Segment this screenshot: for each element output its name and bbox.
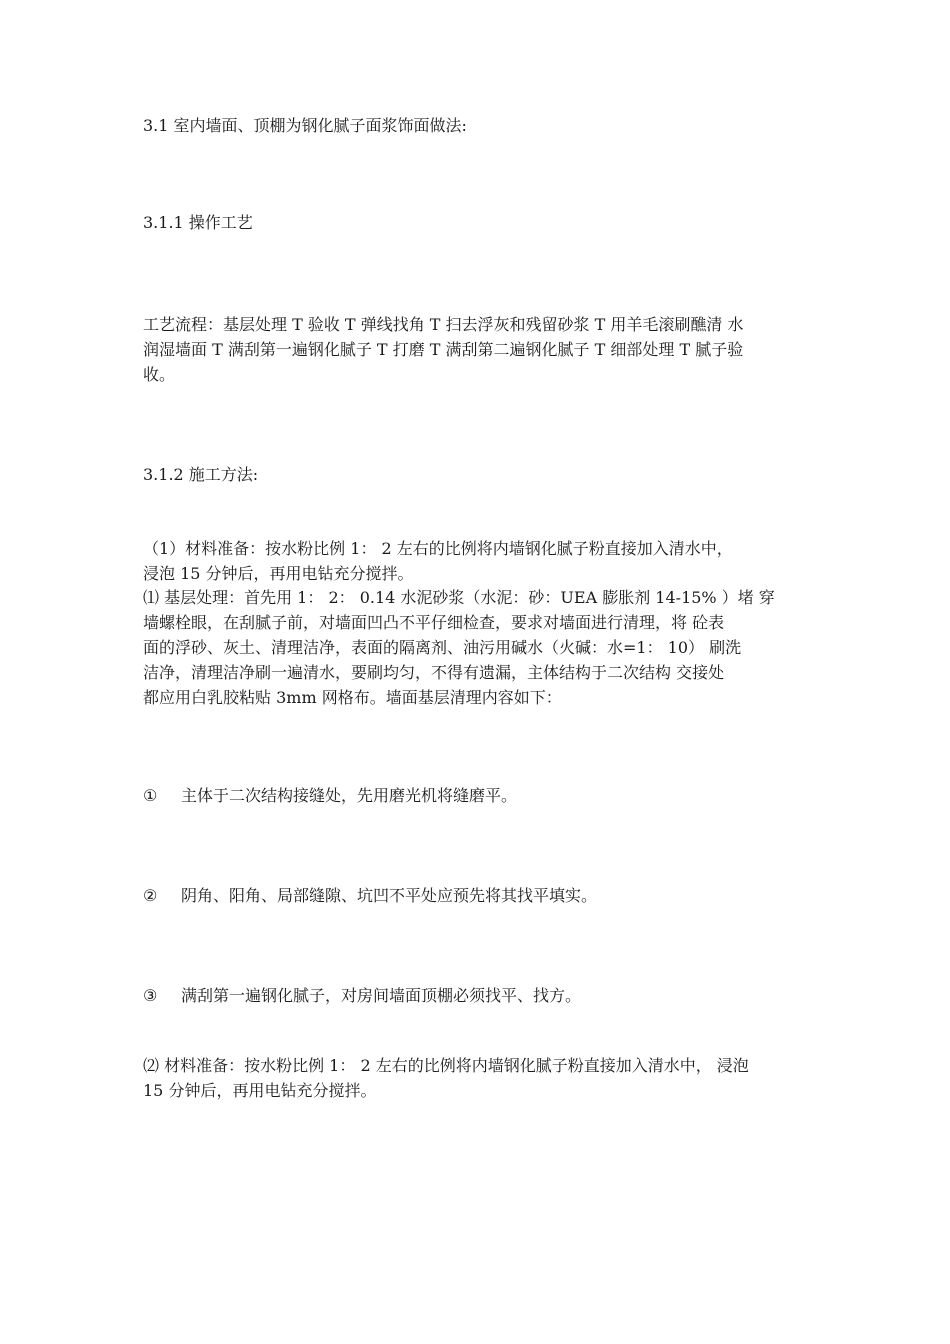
base-treatment-line: 墙螺栓眼，在刮腻子前，对墙面凹凸不平仔细检查，要求对墙面进行清理，将 砼表 xyxy=(143,613,725,632)
material-prep-2-paragraph xyxy=(143,1053,823,1103)
base-treatment-line: 洁净，清理洁净刷一遍清水，要刷均匀，不得有遗漏，主体结构于二次结构 交接处 xyxy=(143,663,725,682)
heading-3-1: 3.1 室内墙面、顶棚为钢化腻子面浆饰面做法: xyxy=(143,116,467,135)
heading-3-1-2: 3.1.2 施工方法: xyxy=(143,465,259,484)
list-item-text: 主体于二次结构接缝处，先用磨光机将缝磨平。 xyxy=(181,786,518,805)
list-item xyxy=(143,783,823,808)
material-prep-2-line: ⑵ 材料准备：按水粉比例 1： 2 左右的比例将内墙钢化腻子粉直接加入清水中， 浸泡 xyxy=(143,1056,749,1075)
list-item-text: 阴角、阳角、局部缝隙、坑凹不平处应预先将其找平填实。 xyxy=(181,886,598,905)
material-prep-1-paragraph xyxy=(143,536,823,586)
process-flow-paragraph xyxy=(143,312,823,387)
process-flow-line: 收。 xyxy=(143,365,176,384)
list-item-marker: ③ xyxy=(143,986,158,1005)
list-item-text: 满刮第一遍钢化腻子，对房间墙面顶棚必须找平、找方。 xyxy=(181,986,582,1005)
heading-3-1-1: 3.1.1 操作工艺 xyxy=(143,213,253,232)
list-item-marker: ② xyxy=(143,886,158,905)
base-treatment-line: ⑴ 基层处理：首先用 1： 2： 0.14 水泥砂浆（水泥：砂：UEA 膨胀剂 14-15% ）堵 穿 xyxy=(143,588,775,607)
material-prep-1-line: （1）材料准备：按水粉比例 1： 2 左右的比例将内墙钢化腻子粉直接加入清水中， xyxy=(143,539,733,558)
list-item xyxy=(143,883,823,908)
list-item-marker: ① xyxy=(143,786,158,805)
process-flow-line: 工艺流程：基层处理 T 验收 T 弹线找角 T 扫去浮灰和残留砂浆 T 用羊毛滚刷醮清 水 xyxy=(143,315,744,334)
process-flow-line: 润湿墙面 T 满刮第一遍钢化腻子 T 打磨 T 满刮第二遍钢化腻子 T 细部处理 T 腻子验 xyxy=(143,340,744,359)
material-prep-1-line: 浸泡 15 分钟后，再用电钻充分搅拌。 xyxy=(143,564,414,583)
base-treatment-paragraph xyxy=(143,585,823,710)
base-treatment-line: 都应用白乳胶粘贴 3mm 网格布。墙面基层清理内容如下： xyxy=(143,688,562,707)
material-prep-2-line: 15 分钟后，再用电钻充分搅拌。 xyxy=(143,1081,377,1100)
base-treatment-line: 面的浮砂、灰土、清理洁净，表面的隔离剂、油污用碱水（火碱：水=1： 10） 刷洗 xyxy=(143,638,742,657)
list-item xyxy=(143,983,823,1008)
